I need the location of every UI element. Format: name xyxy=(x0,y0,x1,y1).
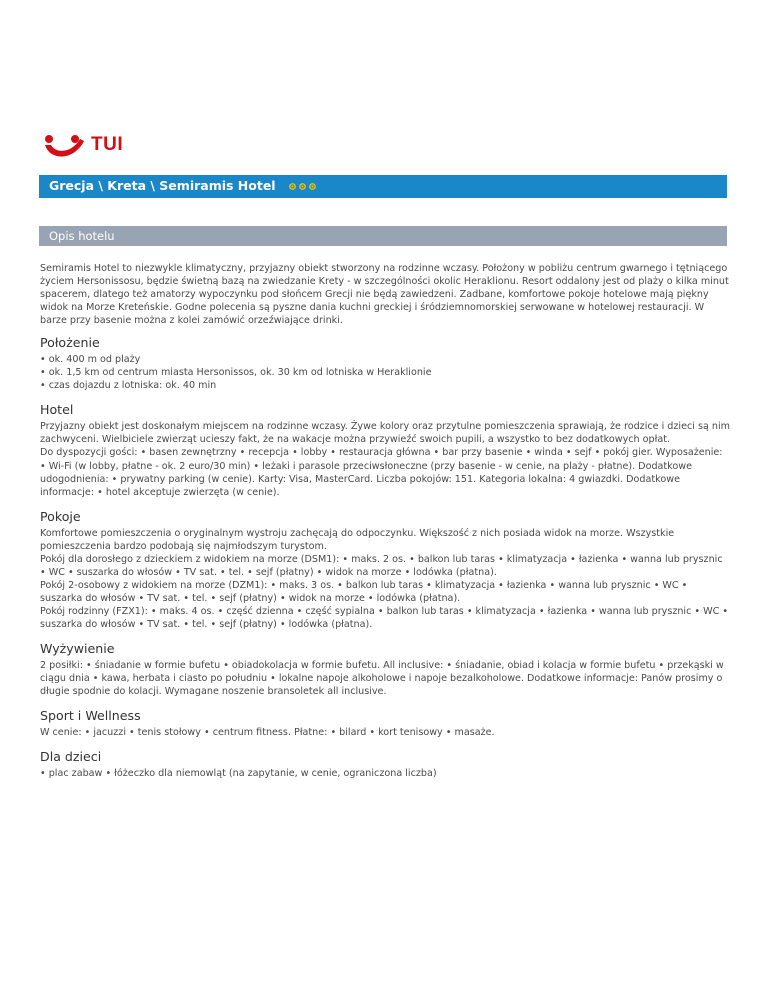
location-heading: Położenie xyxy=(40,335,100,351)
food-text: 2 posiłki: • śniadanie w formie bufetu • obiadokolacja w formie bufetu. All inclusive: • śniadanie, obiad i kolacja w formie bufetu • przekąski w ciągu dnia • kawa, herbata i ciasto po południu • lokalne napoje alkoholowe i napoje bezalkoholowe. Dodatkowe informacje: Panów prosimy o długie spodnie do kolacji. Wymagane noszenie bransoletek all inclusive. xyxy=(40,660,724,698)
sun-icon xyxy=(308,182,317,191)
sport-heading: Sport i Wellness xyxy=(40,708,141,724)
section-header xyxy=(39,226,727,246)
intro-paragraph: Semiramis Hotel to niezwykle klimatyczny, przyjazny obiekt stworzony na rodzinne wczasy. Położony w pobliżu centrum gwarnego i tętniącego życiem Hersonissosu, będzie świetną bazą na zwiedzanie Krety - w szczególności okolic Heraklionu. Resort oddalony jest od plaży o kilka minut spacerem, dlatego też amatorzy wypoczynku pod słońcem Grecji nie będą zawiedzeni. Zadbane, komfortowe pokoje hotelowe mają piękny widok na Morze Kreteńskie. Godne polecenia są pyszne dania kuchni greckiej i śródziemnomorskiej serwowane w hotelowej restauracji. W barze przy basenie można z kolei zamówić orzeźwiające drinki. xyxy=(40,263,729,327)
sport-text: W cenie: • jacuzzi • tenis stołowy • centrum fitness. Płatne: • bilard • kort tenisowy • masaże. xyxy=(40,727,495,739)
location-item: • ok. 400 m od plaży xyxy=(40,354,141,366)
rooms-heading: Pokoje xyxy=(40,508,81,524)
rating-stars xyxy=(288,179,317,194)
location-item: • ok. 1,5 km od centrum miasta Hersonissos, ok. 30 km od lotniska w Heraklionie xyxy=(40,367,432,379)
rooms-text: Komfortowe pomieszczenia o oryginalnym wystroju zachęcają do odpoczynku. Większość z nich posiada widok na morze. Wszystkie pomieszczenia bardzo podobają się najmłodszym turystom. Pokój dla dorosłego z dzieckiem z widokiem na morze (DSM1): • maks. 2 os. • balkon lub taras • klimatyzacja • łazienka • wanna lub prysznic • WC • suszarka do włosów • TV sat. • tel. • sejf (płatny) • widok na morze • lodówka (płatna). Pokój 2-osobowy z widokiem na morze (DZM1): • maks. 3 os. • balkon lub taras • klimatyzacja • łazienka • wanna lub prysznic • WC • suszarka do włosów • TV sat. • tel. • sejf (płatny) • widok na morze • lodówka (płatna). Pokój rodzinny (FZX1): • maks. 4 os. • część dzienna • część sypialna • balkon lub taras • klimatyzacja • łazienka • wanna lub prysznic • WC • suszarka do włosów • TV sat. • tel. • sejf (płatny) • lodówka (płatna). xyxy=(40,527,729,630)
food-heading: Wyżywienie xyxy=(40,641,115,657)
tui-smile-icon xyxy=(44,134,86,160)
hotel-breadcrumb-title xyxy=(49,178,317,194)
kids-heading: Dla dzieci xyxy=(40,749,102,765)
kids-text: • plac zabaw • łóżeczko dla niemowląt (na zapytanie, w cenie, ograniczona liczba) xyxy=(40,768,437,780)
breadcrumb-text: Grecja \ Kreta \ Semiramis Hotel xyxy=(49,178,276,193)
hotel-title-bar xyxy=(39,175,727,198)
hotel-heading: Hotel xyxy=(40,402,74,418)
hotel-text: Przyjazny obiekt jest doskonałym miejscem na rodzinne wczasy. Żywe kolory oraz przytulne pomieszczenia sprawiają, że rodzice i dzieci są nim zachwyceni. Wielbiciele zwierząt ucieszy fakt, że na wakacje można przywieźć swoich pupili, a wszystko to bez dodatkowych opłat. Do dyspozycji gości: • basen zewnętrzny • recepcja • lobby • restauracja główna • bar przy basenie • winda • sejf • pokój gier. Wyposażenie: • Wi-Fi (w lobby, płatne - ok. 2 euro/30 min) • leżaki i parasole przeciwsłoneczne (przy basenie - w cenie, na plaży - płatne). Dodatkowe udogodnienia: • prywatny parking (w cenie). Karty: Visa, MasterCard. Liczba pokojów: 151. Kategoria lokalna: 4 gwiazdki. Dodatkowe informacje: • hotel akceptuje zwierzęta (w cenie). xyxy=(40,421,731,498)
section-title: Opis hotelu xyxy=(49,229,115,243)
location-item: • czas dojazdu z lotniska: ok. 40 min xyxy=(40,380,217,392)
hotel-description xyxy=(40,262,730,780)
tui-logo xyxy=(44,134,134,160)
sun-icon xyxy=(288,182,297,191)
sun-icon xyxy=(298,182,307,191)
tui-wordmark: TUI xyxy=(91,134,124,155)
